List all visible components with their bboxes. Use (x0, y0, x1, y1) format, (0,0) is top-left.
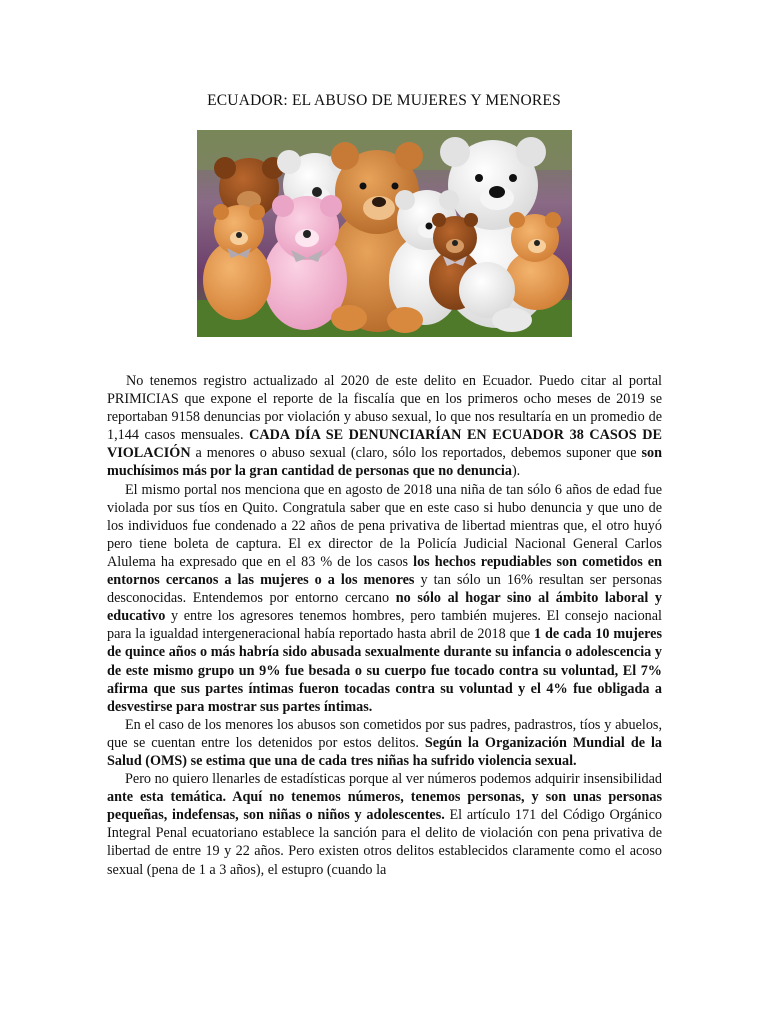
bold-text-run: ante esta temática. Aquí no tenemos números, tenemos personas, y son unas personas pequeñas, indefensas, son niñas o niños y adolescentes. (107, 789, 662, 824)
bold-text-run: los hechos repudiables son cometidos en entornos cercanos a las mujeres o a los menores (107, 553, 662, 589)
bold-text-run: son muchísimos más por la gran cantidad de personas que no denuncia (107, 445, 662, 480)
text-run: Pero no quiero llenarles de estadísticas porque al ver números podemos adquirir insensibilidad (125, 771, 662, 788)
text-run: ). (511, 463, 521, 480)
article-body (107, 372, 662, 879)
text-run: y entre los agresores tenemos hombres, pero también mujeres. El consejo nacional para la igualdad intergeneracional había reportado hasta abril de 2018 que (107, 608, 662, 643)
bold-text-run: Según la Organización Mundial de la Salud (OMS) se estima que una de cada tres niñas ha sufrido violencia sexual. (107, 734, 662, 769)
paragraph-4 (107, 770, 662, 879)
paragraph-2 (107, 481, 662, 716)
paragraph-3 (107, 716, 662, 770)
bold-text-run: CADA DÍA SE DENUNCIARÍAN EN ECUADOR 38 CASOS DE VIOLACIÓN (107, 427, 662, 462)
bold-text-run: no sólo al hogar sino al ámbito laboral y educativo (107, 590, 662, 625)
bold-text-run: 1 de cada 10 mujeres de quince años o más habría sido abusada sexualmente durante su infancia o adolescencia y de este mismo grupo un 9% fue besada o su cuerpo fue tocado contra su voluntad, El 7% afirma que sus partes íntimas fueron tocadas contra su voluntad y el 4% fue obligada a desvestirse para mostrar sus partes íntimas. (107, 626, 662, 715)
document-title: ECUADOR: EL ABUSO DE MUJERES Y MENORES (207, 92, 561, 109)
text-run: a menores o abuso sexual (claro, sólo los reportados, debemos suponer que (190, 445, 642, 462)
paragraph-1 (107, 372, 662, 481)
text-run: El mismo portal nos menciona que en agosto de 2018 una niña de tan sólo 6 años de edad fue violada por sus tíos en Quito. Congratula saber que en este caso si hubo denuncia y que uno de los individuos fue condenado a 22 años de pena privativa de libertad mientras que, el otro huyó pero tiene boleta de captura. El ex director de la Policía Judicial Nacional General Carlos Alulema ha expresado que en el 83 % de los casos (107, 481, 662, 570)
text-run: No tenemos registro actualizado al 2020 de este delito en Ecuador. Puedo citar al portal PRIMICIAS que expone el reporte de la fiscalía que en los primeros ocho meses de 2019 se reportaban 9158 denuncias por violación y abuso sexual, lo que nos resultaría en un promedio de 1,144 casos mensuales. (107, 373, 662, 444)
teddy-bears-photo (197, 130, 572, 337)
text-run: El artículo 171 del Código Orgánico Integral Penal ecuatoriano establece la sanción para el delito de violación con pena privativa de libertad de entre 19 y 22 años. Pero existen otros delitos establecidos claramente como el acoso sexual (pena de 1 a 3 años), el estupro (cuando la (107, 807, 662, 878)
text-run: y tan sólo un 16% resultan ser personas desconocidas. Entendemos por entorno cercano (107, 572, 662, 607)
text-run: En el caso de los menores los abusos son cometidos por sus padres, padrastros, tíos y abuelos, que se cuentan entre los detenidos por estos delitos. (107, 716, 662, 751)
